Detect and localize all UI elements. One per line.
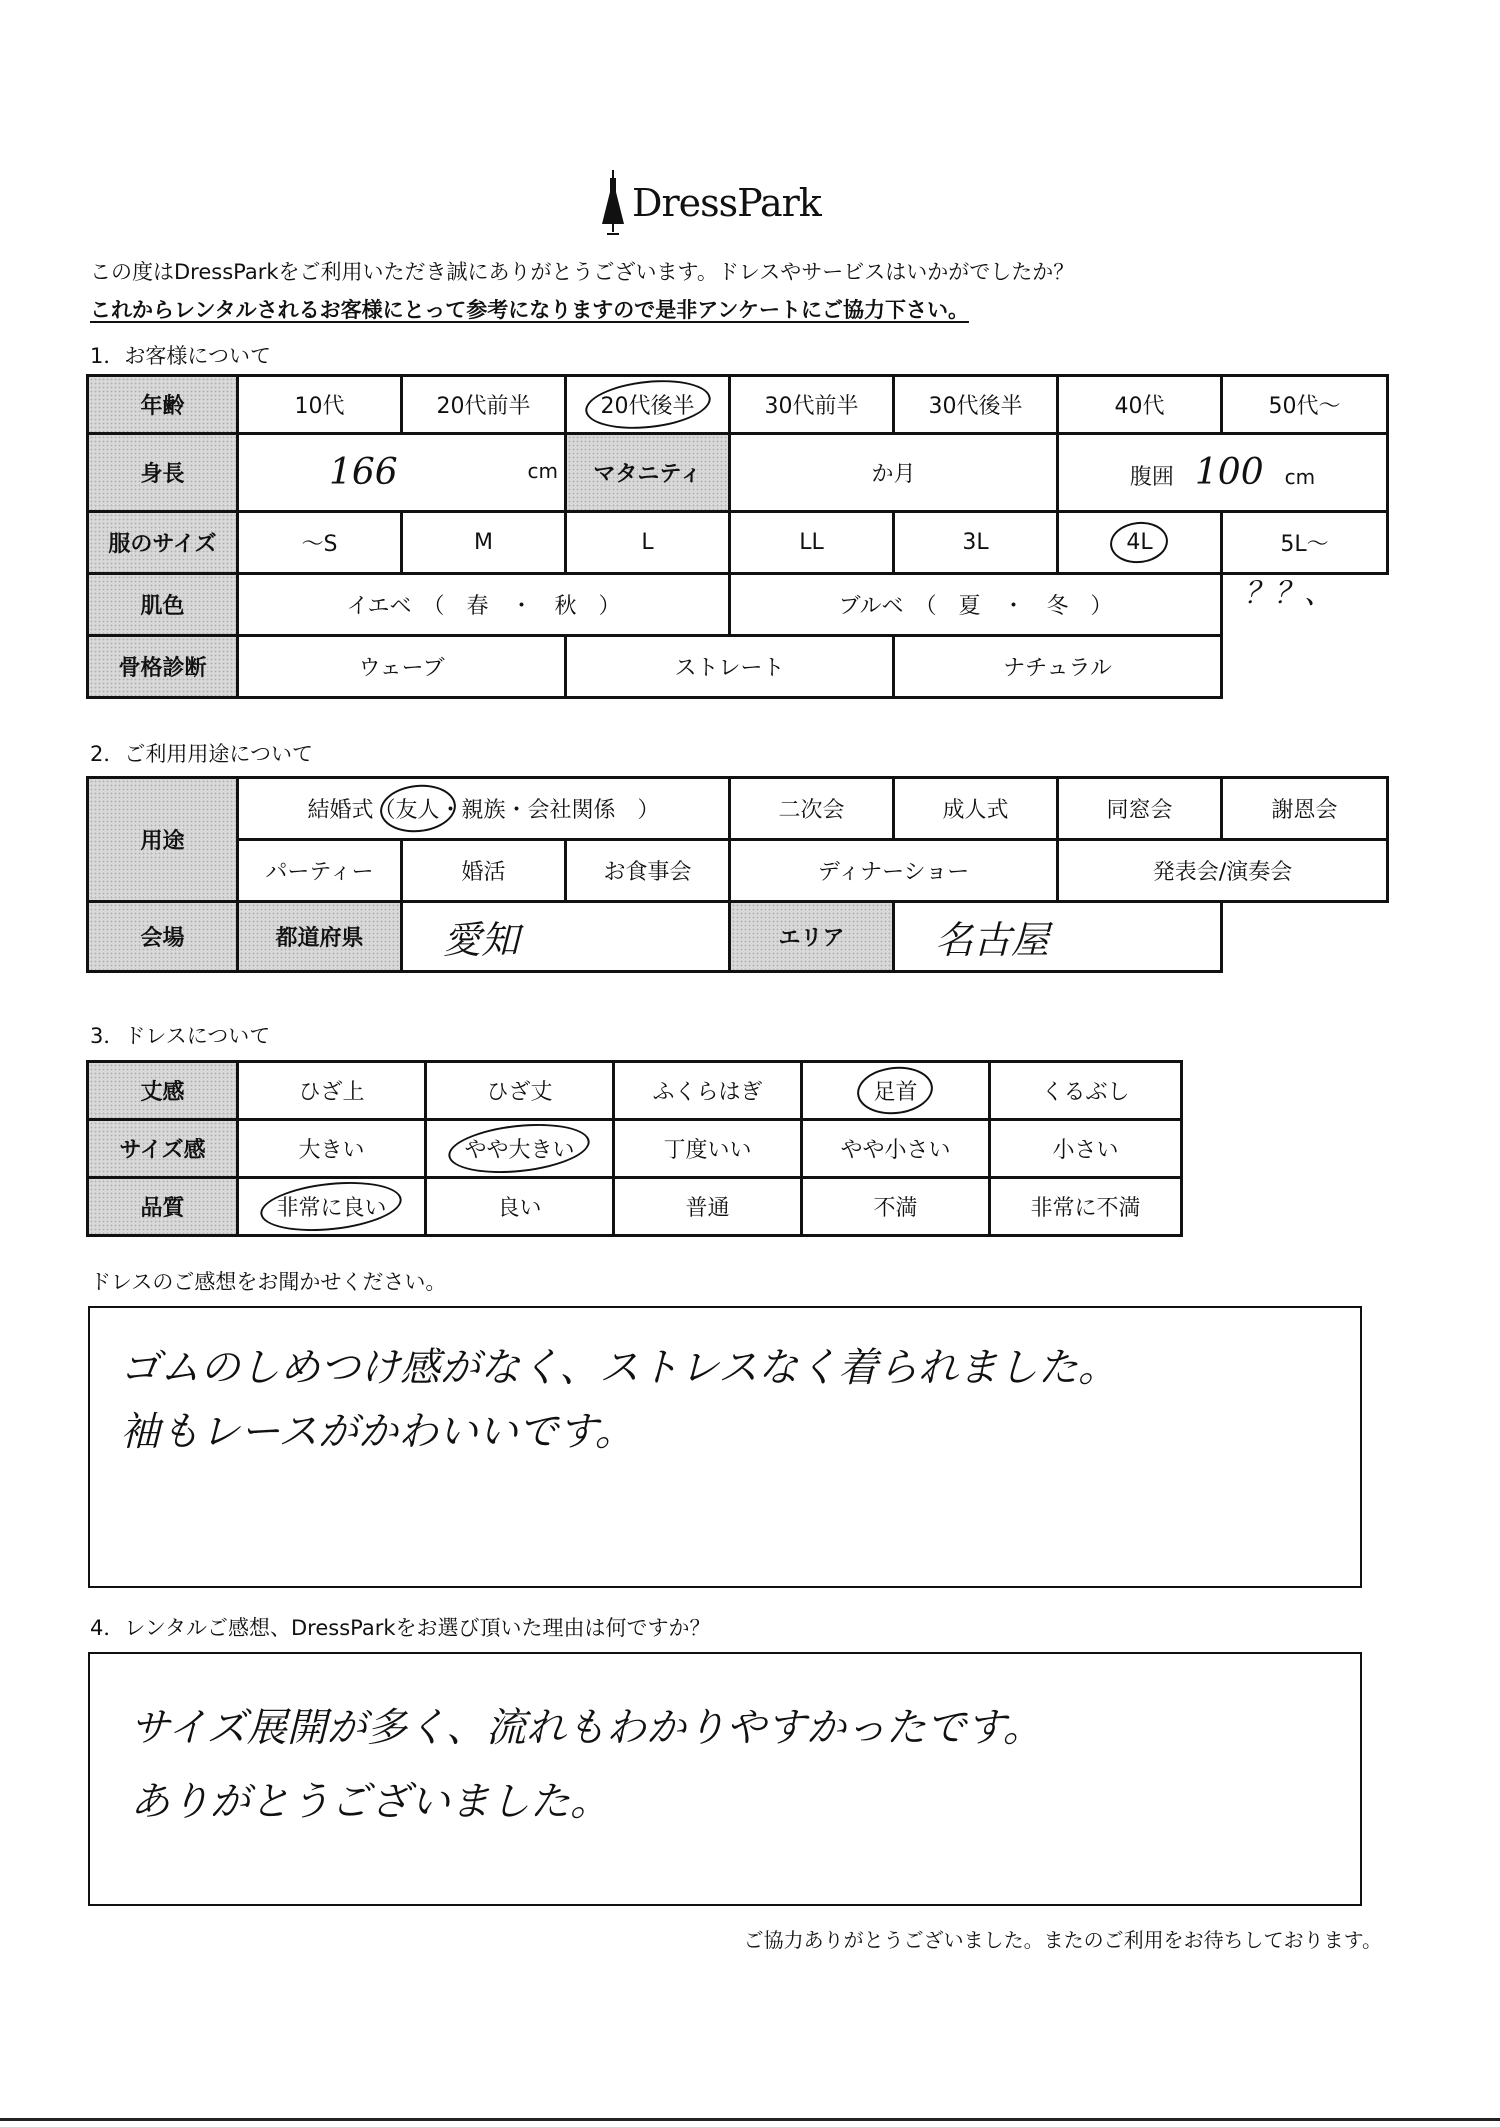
fit-option[interactable]: 小さい xyxy=(990,1120,1182,1178)
waist-field[interactable] xyxy=(1058,434,1388,512)
wedding-prefix: 結婚式（ xyxy=(307,798,396,823)
reason-box[interactable] xyxy=(88,1652,1362,1906)
age-option[interactable]: 20代前半 xyxy=(402,376,566,434)
selection-circle: 友人 xyxy=(396,793,440,824)
quality-option[interactable]: 良い xyxy=(426,1178,614,1236)
purpose-row-1 xyxy=(88,778,1388,840)
length-option[interactable]: ふくらはぎ xyxy=(614,1062,802,1120)
purpose-option[interactable]: 婚活 xyxy=(402,840,566,902)
age-option[interactable]: 40代 xyxy=(1058,376,1222,434)
height-label: 身長 xyxy=(88,434,238,512)
impression-title: ドレスのご感想をお聞かせください。 xyxy=(90,1270,447,1294)
skin-row xyxy=(88,574,1388,636)
purpose-label: 用途 xyxy=(88,778,238,902)
pref-field[interactable] xyxy=(402,902,730,972)
fit-row xyxy=(88,1120,1182,1178)
section3-title: 3．ドレスについて xyxy=(90,1024,271,1048)
purpose-option[interactable]: パーティー xyxy=(238,840,402,902)
size-option[interactable]: 3L xyxy=(894,512,1058,574)
selection-circle: 20代後半 xyxy=(601,389,695,420)
skeleton-row xyxy=(88,636,1388,698)
dress-table xyxy=(86,1060,1183,1237)
purpose-table xyxy=(86,776,1389,973)
quality-label: 品質 xyxy=(88,1178,238,1236)
size-label: 服のサイズ xyxy=(88,512,238,574)
wedding-option[interactable] xyxy=(238,778,730,840)
length-row xyxy=(88,1062,1182,1120)
quality-row xyxy=(88,1178,1182,1236)
intro-bold-text: これからレンタルされるお客様にとって参考になりますので是非アンケートにご協力下さい。 xyxy=(90,298,969,322)
age-row xyxy=(88,376,1388,434)
size-option[interactable]: L xyxy=(566,512,730,574)
skeleton-option[interactable]: ウェーブ xyxy=(238,636,566,698)
length-option[interactable]: ひざ丈 xyxy=(426,1062,614,1120)
skeleton-label: 骨格診断 xyxy=(88,636,238,698)
length-option[interactable]: くるぶし xyxy=(990,1062,1182,1120)
area-field[interactable] xyxy=(894,902,1222,972)
pref-label: 都道府県 xyxy=(238,902,402,972)
size-row xyxy=(88,512,1388,574)
selection-circle: やや大きい xyxy=(464,1133,574,1164)
age-label: 年齢 xyxy=(88,376,238,434)
skin-blue[interactable]: ブルベ （ 夏 ・ 冬 ） xyxy=(730,574,1222,636)
fit-option[interactable]: やや小さい xyxy=(802,1120,990,1178)
age-option[interactable]: 30代前半 xyxy=(730,376,894,434)
purpose-option[interactable]: 成人式 xyxy=(894,778,1058,840)
fit-option[interactable]: 丁度いい xyxy=(614,1120,802,1178)
fit-option-selected[interactable] xyxy=(426,1120,614,1178)
wedding-rest: ・親族・会社関係 ） xyxy=(439,798,660,823)
intro-text: この度はDressParkをご利用いただき誠にありがとうございます。ドレスやサービスはいかがでしたか？ xyxy=(90,260,1075,284)
size-option[interactable]: ～S xyxy=(238,512,402,574)
height-row xyxy=(88,434,1388,512)
waist-unit: cm xyxy=(1284,465,1316,489)
dress-icon xyxy=(600,170,626,236)
waist-label: 腹囲 xyxy=(1129,465,1174,490)
selection-circle: 4L xyxy=(1126,530,1153,555)
quality-option-selected[interactable] xyxy=(238,1178,426,1236)
quality-option[interactable]: 非常に不満 xyxy=(990,1178,1182,1236)
length-option-selected[interactable] xyxy=(802,1062,990,1120)
customer-table xyxy=(86,374,1389,699)
quality-option[interactable]: 普通 xyxy=(614,1178,802,1236)
impression-box[interactable] xyxy=(88,1306,1362,1588)
selection-circle: 足首 xyxy=(873,1075,917,1106)
fit-option[interactable]: 大きい xyxy=(238,1120,426,1178)
impression-line: ゴムのしめつけ感がなく、ストレスなく着られました。 xyxy=(120,1345,1118,1391)
fit-label: サイズ感 xyxy=(88,1120,238,1178)
waist-value: 100 xyxy=(1194,452,1264,493)
size-option-selected[interactable] xyxy=(1058,512,1222,574)
size-option[interactable]: M xyxy=(402,512,566,574)
side-note: ？？、 xyxy=(1244,576,1334,611)
area-label: エリア xyxy=(730,902,894,972)
purpose-option[interactable]: 発表会/演奏会 xyxy=(1058,840,1388,902)
scan-edge-line xyxy=(0,2118,1500,2121)
purpose-option[interactable]: 謝恩会 xyxy=(1222,778,1388,840)
height-unit: cm xyxy=(527,459,558,483)
skin-yellow[interactable]: イエベ （ 春 ・ 秋 ） xyxy=(238,574,730,636)
age-option[interactable]: 50代～ xyxy=(1222,376,1388,434)
area-value: 名古屋 xyxy=(935,918,1050,962)
age-option-selected[interactable] xyxy=(566,376,730,434)
venue-row xyxy=(88,902,1388,972)
height-field[interactable] xyxy=(238,434,566,512)
height-value: 166 xyxy=(329,452,398,493)
reason-line: ありがとうございました。 xyxy=(130,1779,610,1825)
section1-title: 1．お客様について xyxy=(90,344,271,368)
age-option[interactable]: 10代 xyxy=(238,376,402,434)
age-option[interactable]: 30代後半 xyxy=(894,376,1058,434)
length-label: 丈感 xyxy=(88,1062,238,1120)
purpose-option[interactable]: お食事会 xyxy=(566,840,730,902)
skeleton-option[interactable]: ナチュラル xyxy=(894,636,1222,698)
selection-circle: 非常に良い xyxy=(276,1191,386,1222)
brand-name: DressPark xyxy=(632,181,821,225)
reason-line: サイズ展開が多く、流れもわかりやすかったです。 xyxy=(130,1705,1043,1751)
footer-text: ご協力ありがとうございました。またのご利用をお待ちしております。 xyxy=(743,1928,1382,1952)
maternity-field[interactable] xyxy=(730,434,1058,512)
size-option[interactable]: 5L～ xyxy=(1222,512,1388,574)
venue-label: 会場 xyxy=(88,902,238,972)
pref-value: 愛知 xyxy=(443,918,520,962)
impression-line: 袖もレースがかわいいです。 xyxy=(120,1409,635,1455)
purpose-option[interactable]: 二次会 xyxy=(730,778,894,840)
section4-title: 4．レンタルご感想、DressParkをお選び頂いた理由は何ですか？ xyxy=(90,1616,711,1640)
skin-label: 肌色 xyxy=(88,574,238,636)
brand-logo xyxy=(600,168,821,238)
size-option[interactable]: LL xyxy=(730,512,894,574)
purpose-option[interactable]: 同窓会 xyxy=(1058,778,1222,840)
skeleton-option[interactable]: ストレート xyxy=(566,636,894,698)
section2-title: 2．ご利用用途について xyxy=(90,742,313,766)
maternity-label: マタニティ xyxy=(566,434,730,512)
length-option[interactable]: ひざ上 xyxy=(238,1062,426,1120)
quality-option[interactable]: 不満 xyxy=(802,1178,990,1236)
maternity-unit: か月 xyxy=(871,462,916,487)
purpose-option[interactable]: ディナーショー xyxy=(730,840,1058,902)
purpose-row-2 xyxy=(88,840,1388,902)
